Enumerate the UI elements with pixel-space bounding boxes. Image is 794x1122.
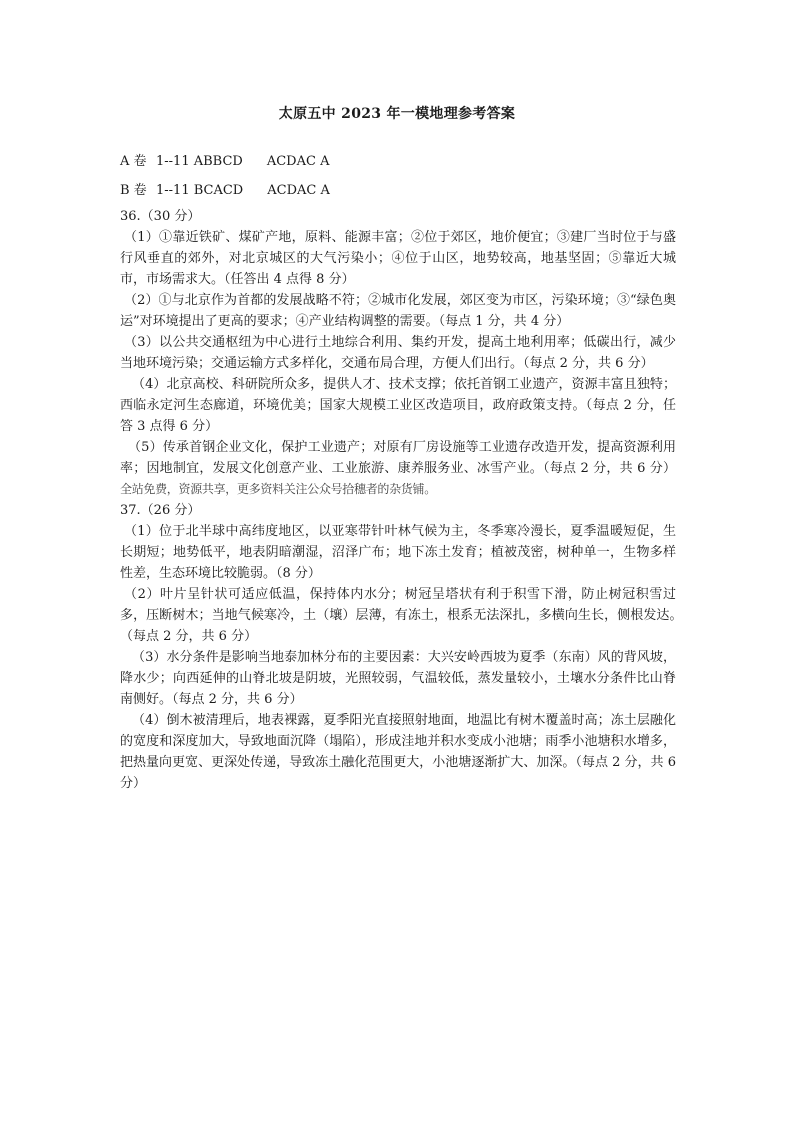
answer-body xyxy=(120,206,690,794)
question-36-heading: 36.（30 分） xyxy=(120,209,201,224)
q36-answer-5-text: （5）传承首钢企业文化，保护工业遗产；对原有厂房设施等工业遗存改造开发，提高资源利用率；因地制宜，发展文化创意产业、工业旅游、康养服务业、冰雪产业。（每点 2 分，共 6 分） xyxy=(120,440,676,476)
q37-answer-4: （4）倒木被清理后，地表裸露，夏季阳光直接照射地面，地温比有树木覆盖时高；冻土层融化的宽度和深度加大，导致地面沉降（塌陷），形成洼地并积水变成小池塘；雨季小池塘积水增多，把热量向更宽、更深处传递，导致冻土融化范围更大，小池塘逐渐扩大、加深。（每点 2 分，共 6 分） xyxy=(120,713,676,791)
q36-answer-3: （3）以公共交通枢纽为中心进行土地综合利用、集约开发，提高土地利用率；低碳出行，减少当地环境污染；交通运输方式多样化，交通布局合理，方便人们出行。（每点 2 分，共 6 分） xyxy=(120,335,676,371)
answer-key-row-b xyxy=(120,179,330,198)
watermark-text: 全站免费，资源共享，更多资料关注公众号拾穗者的杂货铺。 xyxy=(120,482,436,496)
answer-key-rest: ACDAC A xyxy=(267,183,330,198)
page-title: 太原五中 2023 年一模地理参考答案 xyxy=(278,106,516,122)
q37-answer-2: （2）叶片呈针状可适应低温，保持体内水分；树冠呈塔状有利于积雪下滑，防止树冠积雪过多，压断树木；当地气候寒冷，土（壤）层薄，有冻土，根系无法深扎，多横向生长，侧根发达。 （每点 2 分，共 6 分） xyxy=(120,587,690,644)
answer-key-label: A 卷 xyxy=(120,154,147,169)
answer-key-rest: ACDAC A xyxy=(266,154,330,169)
q36-answer-1: （1）①靠近铁矿、煤矿产地，原料、能源丰富；②位于郊区，地价便宜；③建厂当时位于与盛行风垂直的郊外，对北京城区的大气污染小；④位于山区，地势较高，地基坚固；⑤靠近大城市，市场需求大。（任答出 4 点得 8 分） xyxy=(120,230,676,287)
answer-key-range: 1--11 ABBCD xyxy=(156,154,243,169)
answer-key-range: 1--11 BCACD xyxy=(156,183,244,198)
q36-answer-2: （2）①与北京作为首都的发展战略不符；②城市化发展，郊区变为市区，污染环境；③“绿色奥运”对环境提出了更高的要求；④产业结构调整的需要。（每点 1 分，共 4 分） xyxy=(120,293,676,329)
q37-answer-3: （3）水分条件是影响当地泰加林分布的主要因素：大兴安岭西坡为夏季（东南）风的背风坡，降水少；向西延伸的山脊北坡是阴坡，光照较弱，气温较低，蒸发量较小，土壤水分条件比山脊南侧好。（每点 2 分，共 6 分） xyxy=(120,650,676,707)
answer-key-label: B 卷 xyxy=(120,183,147,198)
q37-answer-1: （1）位于北半球中高纬度地区，以亚寒带针叶林气候为主，冬季寒冷漫长，夏季温暖短促，生长期短；地势低平，地表阴暗潮湿，沼泽广布；地下冻土发育；植被茂密，树种单一，生物多样性差，生态环境比较脆弱。（8 分） xyxy=(120,524,676,581)
answer-key-row-a xyxy=(120,150,329,169)
question-37-heading: 37.（26 分） xyxy=(120,503,201,518)
q36-answer-4: （4）北京高校、科研院所众多，提供人才、技术支撑；依托首钢工业遗产，资源丰富且独特；西临永定河生态廊道，环境优美；国家大规模工业区改造项目，政府政策支持。（每点 2 分，任答 3 点得 6 分） xyxy=(120,377,676,434)
q36-answer-5 xyxy=(120,437,676,500)
